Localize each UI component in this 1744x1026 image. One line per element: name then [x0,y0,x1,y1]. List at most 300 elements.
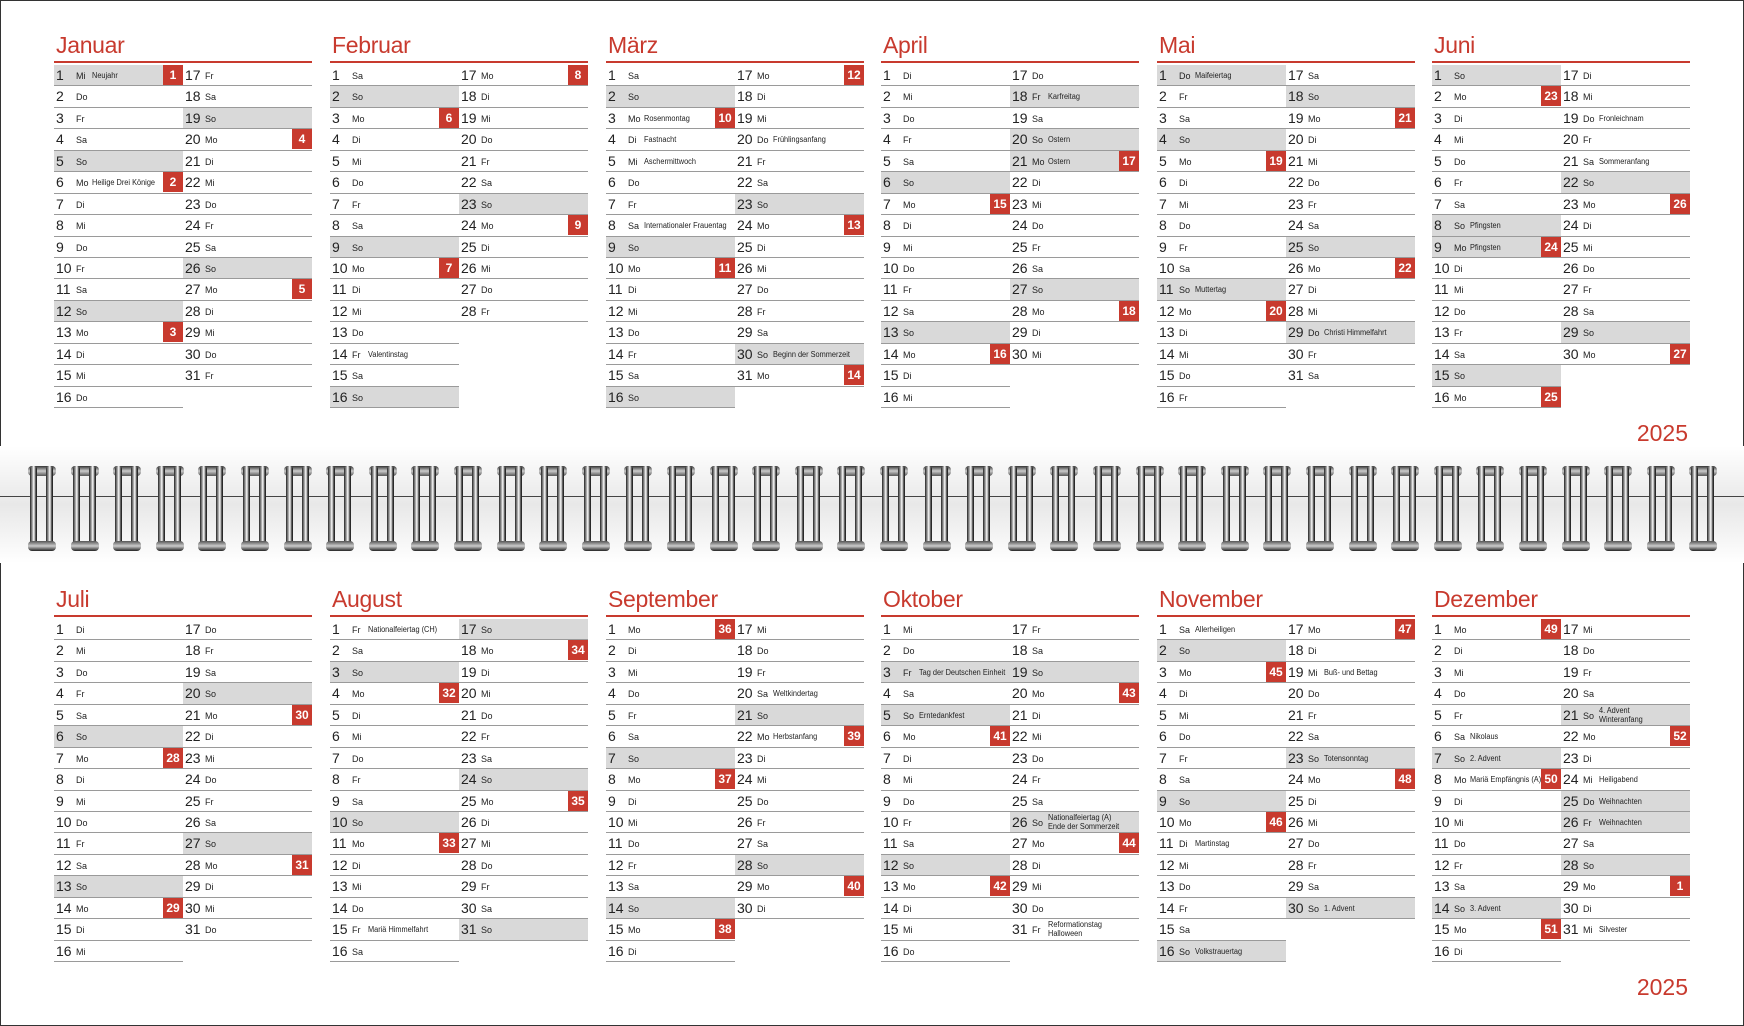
weekday-abbr: Mi [76,796,86,807]
day-row [1432,769,1561,790]
weekday-abbr: Mo [205,860,218,871]
day-row [606,898,735,919]
day-number: 13 [1434,324,1450,341]
month-block [54,584,312,959]
day-row [735,640,864,661]
month-title: Oktober [881,584,1139,614]
day-row [1286,258,1415,279]
weekday-abbr: So [1454,71,1466,81]
day-number: 20 [461,131,477,148]
weekday-abbr: Mo [628,263,641,274]
day-row [1432,726,1561,747]
day-number: 3 [608,663,616,680]
day-number: 13 [332,878,348,895]
holiday-label: Nationalfeiertag (CH) [368,625,438,634]
day-number: 10 [56,813,72,830]
weekday-abbr: Sa [1179,775,1191,786]
day-number: 2 [56,88,64,105]
weekday-abbr: Di [628,285,637,296]
day-row [606,129,735,150]
day-row [606,791,735,812]
day-row [1561,172,1690,193]
day-number: 3 [608,109,616,126]
week-number-badge: 11 [715,258,735,278]
day-number: 22 [737,174,753,191]
day-row [1561,279,1690,300]
day-number: 5 [56,706,64,723]
day-number: 13 [608,878,624,895]
week-number-badge: 23 [1541,86,1561,106]
day-number: 29 [1563,878,1579,895]
day-row [881,855,1010,876]
day-number: 20 [1288,131,1304,148]
day-row [1010,237,1139,258]
day-number: 28 [737,302,753,319]
day-row [1010,129,1139,150]
weekday-abbr: Mo [1179,817,1192,828]
day-row [459,855,588,876]
day-number: 2 [332,88,340,105]
weekday-abbr: Fr [757,306,766,317]
day-row [459,769,588,790]
spiral-binding [0,446,1744,563]
weekday-abbr: Sa [1454,882,1466,893]
weekday-abbr: Fr [481,732,490,743]
day-number: 19 [737,109,753,126]
weekday-abbr: Mi [1454,667,1464,678]
day-row [1157,86,1286,107]
weekday-abbr: Mo [628,925,641,936]
day-row [330,748,459,769]
spiral-coil [795,466,823,551]
day-row [881,301,1010,322]
day-row [1286,65,1415,86]
day-row [1561,812,1690,833]
weekday-abbr: Mo [1179,667,1192,678]
day-number: 1 [883,621,891,637]
week-number-badge: 25 [1541,387,1561,407]
spiral-coil [1178,466,1206,551]
day-row [54,833,183,854]
day-number: 17 [1012,621,1028,637]
holiday-label: Mariä Himmelfahrt [368,925,429,935]
week-number-badge: 33 [439,833,459,853]
day-number: 26 [737,813,753,830]
day-row [459,876,588,897]
day-number: 28 [461,856,477,873]
left-day-column [54,65,183,408]
weekday-abbr: Do [1308,178,1320,189]
weekday-abbr: Mo [903,349,916,360]
day-number: 22 [1012,174,1028,191]
weekday-abbr: So [628,903,640,914]
holiday-label: Beginn der Sommerzeit [773,349,850,359]
weekday-abbr: Di [1454,946,1463,957]
day-row [1157,258,1286,279]
day-number: 23 [1012,195,1028,212]
weekday-abbr: Fr [1308,199,1317,210]
day-number: 13 [332,324,348,341]
day-number: 10 [608,259,624,276]
weekday-abbr: Do [352,178,364,189]
day-row [1157,812,1286,833]
weekday-abbr: Do [903,263,915,274]
day-row [735,791,864,812]
weekday-abbr: Di [352,285,361,296]
day-number: 26 [461,259,477,276]
spiral-coil [582,466,610,551]
day-row [54,365,183,386]
day-row [459,258,588,279]
day-row [459,833,588,854]
day-number: 27 [1012,281,1028,298]
weekday-abbr: Sa [1308,221,1320,232]
weekday-abbr: Fr [1454,178,1463,189]
weekday-abbr: So [628,753,640,764]
day-row [606,108,735,129]
weekday-abbr: Do [1454,156,1466,167]
weekday-abbr: Mi [481,839,491,850]
weekday-abbr: Mo [1583,349,1596,360]
weekday-abbr: Di [205,156,214,167]
weekday-abbr: Sa [481,903,493,914]
weekday-abbr: Fr [352,199,361,210]
day-row [54,65,183,86]
day-number: 22 [1563,728,1579,745]
day-row [330,344,459,365]
day-row [183,151,312,172]
day-row [183,108,312,129]
weekday-abbr: Di [628,646,637,657]
day-number: 9 [1434,792,1442,809]
spiral-coil [1136,466,1164,551]
spiral-coil [1647,466,1675,551]
day-row [1432,855,1561,876]
weekday-abbr: So [1032,817,1044,828]
day-row [1157,898,1286,919]
day-row [330,215,459,236]
day-row [54,705,183,726]
day-row [54,129,183,150]
day-number: 30 [1012,345,1028,362]
day-number: 14 [608,899,624,916]
day-row [1432,748,1561,769]
weekday-abbr: So [76,732,88,743]
left-day-column [330,619,459,962]
day-number: 23 [1288,749,1304,766]
spiral-coil [156,466,184,551]
weekday-abbr: Sa [628,732,640,743]
day-number: 14 [1159,899,1175,916]
day-row [1157,151,1286,172]
right-day-column [735,65,864,387]
day-row [330,129,459,150]
day-row [54,791,183,812]
weekday-abbr: So [1308,242,1320,253]
day-number: 29 [185,878,201,895]
weekday-abbr: Fr [903,285,912,296]
weekday-abbr: Do [1032,71,1044,81]
weekday-abbr: Fr [1032,775,1041,786]
weekday-abbr: Do [1179,221,1191,232]
day-number: 27 [737,835,753,852]
weekday-abbr: Mi [1308,306,1318,317]
day-number: 21 [1288,706,1304,723]
weekday-abbr: Mi [757,775,767,786]
weekday-abbr: Sa [1179,113,1191,124]
day-number: 3 [1159,109,1167,126]
day-number: 15 [1159,921,1175,938]
week-number-badge: 7 [439,258,459,278]
day-number: 26 [1288,813,1304,830]
day-row [459,919,588,940]
weekday-abbr: Mi [1583,92,1593,103]
day-row [1286,365,1415,386]
weekday-abbr: So [1032,667,1044,678]
weekday-abbr: Di [1454,263,1463,274]
month-block [330,584,588,959]
day-number: 2 [883,88,891,105]
weekday-abbr: So [205,689,217,700]
day-number: 16 [1434,942,1450,959]
day-row [606,344,735,365]
weekday-abbr: Do [1032,903,1044,914]
day-row [1157,941,1286,962]
weekday-abbr: Mi [352,732,362,743]
day-row [1432,151,1561,172]
day-number: 30 [737,899,753,916]
day-number: 22 [461,174,477,191]
day-row [1157,855,1286,876]
day-row [183,833,312,854]
day-row [330,172,459,193]
holiday-label: Frühlingsanfang [773,135,826,145]
day-number: 5 [1434,706,1442,723]
day-number: 14 [883,345,899,362]
day-number: 12 [1159,302,1175,319]
weekday-abbr: Fr [1583,135,1592,146]
day-row [459,86,588,107]
weekday-abbr: Do [1032,221,1044,232]
weekday-abbr: Mi [1454,285,1464,296]
day-row [1286,215,1415,236]
weekday-abbr: Mo [628,625,641,635]
day-number: 6 [608,174,616,191]
weekday-abbr: Sa [1179,625,1191,635]
weekday-abbr: So [757,860,769,871]
day-number: 14 [56,345,72,362]
weekday-abbr: Fr [1454,710,1463,721]
day-row [183,855,312,876]
day-row [606,640,735,661]
day-row [735,215,864,236]
weekday-abbr: Fr [1454,328,1463,339]
weekday-abbr: Do [205,925,217,936]
month-block [54,30,312,405]
day-number: 31 [1288,367,1304,384]
weekday-abbr: Fr [352,775,361,786]
day-row [1010,726,1139,747]
day-number: 25 [1288,792,1304,809]
weekday-abbr: Do [903,946,915,957]
day-row [1561,683,1690,704]
holiday-label: Tag der Deutschen Einheit [919,667,1006,677]
day-row [606,365,735,386]
holiday-label: 1. Advent [1324,903,1355,913]
day-number: 18 [1563,88,1579,105]
weekday-abbr: Do [628,178,640,189]
day-row [1286,322,1415,343]
day-row [1010,108,1139,129]
day-number: 5 [883,152,891,169]
day-number: 27 [461,835,477,852]
month-block [1157,584,1415,959]
day-row [459,640,588,661]
day-number: 14 [332,899,348,916]
weekday-abbr: Sa [1179,925,1191,936]
weekday-abbr: Do [76,242,88,253]
day-number: 5 [1159,152,1167,169]
day-row [459,748,588,769]
day-number: 31 [185,921,201,938]
day-number: 26 [1563,813,1579,830]
day-row [1286,705,1415,726]
weekday-abbr: Di [757,753,766,764]
day-row [1432,65,1561,86]
left-day-column [330,65,459,408]
day-number: 7 [608,749,616,766]
day-number: 21 [461,152,477,169]
weekday-abbr: Fr [903,667,912,678]
weekday-abbr: Mo [628,775,641,786]
month-title: Mai [1157,30,1415,60]
day-row [1432,791,1561,812]
weekday-abbr: Di [903,371,912,382]
month-block [1432,30,1690,405]
spiral-coil [1689,466,1717,551]
day-row [1432,812,1561,833]
weekday-abbr: Do [205,199,217,210]
weekday-abbr: Mi [352,306,362,317]
month-block [881,584,1139,959]
right-day-column [183,619,312,941]
day-row [1157,301,1286,322]
day-number: 17 [1563,621,1579,637]
weekday-abbr: So [903,710,915,721]
weekday-abbr: Sa [1454,732,1466,743]
holiday-label: Valentinstag [368,349,408,359]
weekday-abbr: Fr [1308,710,1317,721]
weekday-abbr: So [757,199,769,210]
day-row [1561,919,1690,940]
spiral-coil [923,466,951,551]
day-number: 6 [1159,174,1167,191]
day-row [54,237,183,258]
day-number: 13 [883,878,899,895]
weekday-abbr: Mi [1032,349,1042,360]
weekday-abbr: So [1179,796,1191,807]
weekday-abbr: Mo [757,371,770,382]
day-row [459,129,588,150]
day-row [1561,855,1690,876]
day-number: 1 [56,621,64,637]
day-number: 30 [1288,345,1304,362]
week-number-badge: 44 [1119,833,1139,853]
weekday-abbr: Mo [1308,625,1321,635]
day-number: 21 [1012,706,1028,723]
weekday-abbr: Mi [903,625,913,635]
day-row [330,640,459,661]
day-row [1561,619,1690,640]
day-row [1010,812,1139,833]
day-row [606,748,735,769]
day-number: 4 [1434,131,1442,148]
day-row [330,619,459,640]
day-number: 28 [737,856,753,873]
day-row [183,619,312,640]
day-row [1286,876,1415,897]
weekday-abbr: Sa [628,371,640,382]
weekday-abbr: Mi [1583,775,1593,786]
day-row [330,812,459,833]
week-number-badge: 41 [990,726,1010,746]
day-row [1010,301,1139,322]
day-number: 4 [608,131,616,148]
day-row [881,194,1010,215]
day-row [881,108,1010,129]
day-number: 24 [1288,217,1304,234]
weekday-abbr: So [1583,710,1595,721]
holiday-label: Aschermittwoch [644,156,696,166]
day-row [735,705,864,726]
weekday-abbr: Mo [1454,242,1467,253]
week-number-badge: 14 [844,365,864,385]
weekday-abbr: Fr [1308,860,1317,871]
weekday-abbr: Fr [352,925,361,936]
day-number: 6 [883,728,891,745]
spiral-coil [1476,466,1504,551]
day-number: 2 [1434,642,1442,659]
weekday-abbr: Fr [205,221,214,232]
spiral-coil [837,466,865,551]
holiday-label: Fastnacht [644,135,677,145]
day-number: 14 [1434,345,1450,362]
day-number: 10 [1434,259,1450,276]
weekday-abbr: Mi [205,178,215,189]
weekday-abbr: Mi [628,156,638,167]
week-number-badge: 22 [1395,258,1415,278]
day-number: 3 [883,109,891,126]
day-row [1432,705,1561,726]
day-number: 20 [185,131,201,148]
day-number: 17 [185,67,201,83]
weekday-abbr: Sa [628,882,640,893]
day-number: 6 [332,728,340,745]
week-number-badge: 37 [715,769,735,789]
day-number: 2 [883,642,891,659]
day-row [1157,215,1286,236]
day-number: 18 [737,642,753,659]
day-row [1561,129,1690,150]
day-row [735,86,864,107]
day-number: 20 [737,685,753,702]
weekday-abbr: Fr [903,817,912,828]
day-number: 16 [1159,942,1175,959]
holiday-label: Maifeiertag [1195,71,1232,80]
weekday-abbr: Di [1583,903,1592,914]
day-row [54,279,183,300]
holiday-label: Muttertag [1195,285,1227,295]
